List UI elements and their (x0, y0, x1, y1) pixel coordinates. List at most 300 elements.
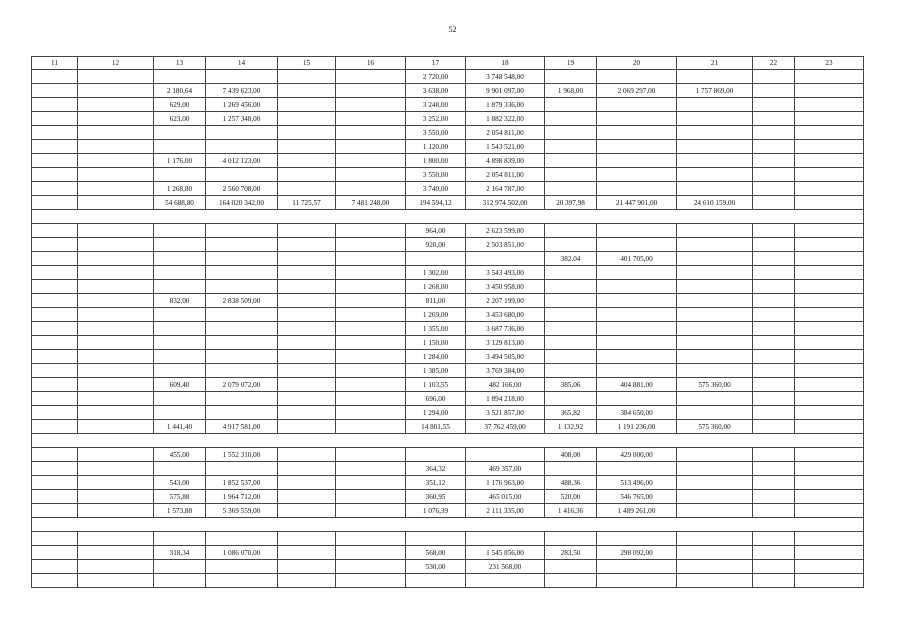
table-cell (32, 560, 78, 574)
table-cell (78, 350, 154, 364)
table-cell (206, 266, 278, 280)
table-cell (32, 154, 78, 168)
table-cell (78, 294, 154, 308)
table-cell (78, 462, 154, 476)
table-cell: 1 894 218,00 (466, 392, 545, 406)
table-cell (32, 308, 78, 322)
table-cell (278, 84, 336, 98)
table-cell: 1 269 456,00 (206, 98, 278, 112)
table-cell (278, 294, 336, 308)
table-cell (206, 140, 278, 154)
table-cell (795, 70, 864, 84)
table-cell (677, 140, 753, 154)
table-cell (795, 224, 864, 238)
table-cell (753, 392, 795, 406)
table-cell (206, 532, 278, 546)
table-cell: 1 355,00 (406, 322, 466, 336)
table-cell (795, 84, 864, 98)
table-cell (336, 84, 406, 98)
table-cell (154, 350, 206, 364)
table-cell (795, 112, 864, 126)
table-cell (597, 98, 677, 112)
table-row (32, 84, 864, 98)
table-cell (206, 336, 278, 350)
table-cell: 1 573,88 (154, 504, 206, 518)
table-cell (753, 350, 795, 364)
table-cell (597, 168, 677, 182)
table-cell: 2 079 072,00 (206, 378, 278, 392)
table-cell (795, 266, 864, 280)
table-cell (32, 140, 78, 154)
table-cell (753, 154, 795, 168)
table-cell (677, 98, 753, 112)
table-cell (78, 196, 154, 210)
table-cell: 20 397,98 (545, 196, 597, 210)
table-cell (278, 574, 336, 588)
table-cell (545, 98, 597, 112)
table-cell (78, 448, 154, 462)
table-cell: 318,34 (154, 546, 206, 560)
table-cell (677, 224, 753, 238)
table-cell (406, 252, 466, 266)
table-cell (753, 224, 795, 238)
table-cell (154, 168, 206, 182)
table-cell: 3 450 958,00 (466, 280, 545, 294)
table-cell (795, 294, 864, 308)
column-header: 15 (278, 57, 336, 70)
table-cell (32, 378, 78, 392)
table-cell: 1 302,00 (406, 266, 466, 280)
table-cell (545, 364, 597, 378)
table-cell: 1 545 856,00 (466, 546, 545, 560)
table-cell (78, 70, 154, 84)
table-cell (545, 560, 597, 574)
table-cell (336, 168, 406, 182)
table-cell: 1 489 261,00 (597, 504, 677, 518)
table-cell (336, 364, 406, 378)
table-cell (795, 182, 864, 196)
table-cell (795, 126, 864, 140)
table-cell (278, 252, 336, 266)
table-cell (597, 154, 677, 168)
table-cell (597, 294, 677, 308)
table-cell (753, 532, 795, 546)
table-cell (78, 280, 154, 294)
table-row (32, 574, 864, 588)
table-cell: 1 757 869,00 (677, 84, 753, 98)
table-cell (406, 448, 466, 462)
table-cell (154, 532, 206, 546)
table-cell (545, 154, 597, 168)
column-header: 16 (336, 57, 406, 70)
table-cell (336, 560, 406, 574)
table-cell (336, 126, 406, 140)
table-cell (154, 140, 206, 154)
table-cell (206, 406, 278, 420)
table-cell (795, 476, 864, 490)
table-cell: 1 294,00 (406, 406, 466, 420)
table-cell (336, 112, 406, 126)
table-cell (78, 574, 154, 588)
table-cell: 7 481 248,00 (336, 196, 406, 210)
table-cell (336, 532, 406, 546)
table-cell: 832,00 (154, 294, 206, 308)
table-cell (677, 70, 753, 84)
table-cell (795, 504, 864, 518)
table-cell: 1 284,00 (406, 350, 466, 364)
table-row (32, 364, 864, 378)
table-cell (753, 308, 795, 322)
table-cell: 1 416,36 (545, 504, 597, 518)
table-cell (206, 252, 278, 266)
table-cell (795, 168, 864, 182)
table-cell (597, 336, 677, 350)
table-cell: 3 252,00 (406, 112, 466, 126)
table-cell (795, 364, 864, 378)
table-row (32, 196, 864, 210)
table-cell (78, 112, 154, 126)
column-header: 11 (32, 57, 78, 70)
table-cell (278, 462, 336, 476)
table-cell: 2 054 811,00 (466, 168, 545, 182)
table-cell: 3 453 680,00 (466, 308, 545, 322)
table-cell (753, 112, 795, 126)
table-cell (206, 462, 278, 476)
table-cell: 3 494 505,00 (466, 350, 545, 364)
table-cell (32, 84, 78, 98)
table-cell: 3 543 493,00 (466, 266, 545, 280)
table-cell: 546 765,00 (597, 490, 677, 504)
table-cell: 1 552 310,00 (206, 448, 278, 462)
table-cell: 194 594,12 (406, 196, 466, 210)
table-cell (466, 532, 545, 546)
column-header: 17 (406, 57, 466, 70)
table-cell (597, 224, 677, 238)
table-cell (32, 224, 78, 238)
table-cell (32, 476, 78, 490)
table-cell (677, 462, 753, 476)
table-cell: 2 838 509,00 (206, 294, 278, 308)
table-cell: 3 740,00 (406, 182, 466, 196)
table-cell: 2 207 199,00 (466, 294, 545, 308)
table-cell (545, 280, 597, 294)
table-cell (32, 196, 78, 210)
table-cell: 408,00 (545, 448, 597, 462)
table-cell: 3 550,00 (406, 126, 466, 140)
data-table (31, 56, 864, 588)
table-cell (32, 70, 78, 84)
table-cell (154, 336, 206, 350)
table-cell (597, 126, 677, 140)
table-cell: 609,40 (154, 378, 206, 392)
table-cell (336, 280, 406, 294)
table-cell (795, 308, 864, 322)
table-row (32, 140, 864, 154)
table-cell (466, 574, 545, 588)
table-cell (278, 308, 336, 322)
table-cell (677, 350, 753, 364)
table-cell (206, 322, 278, 336)
table-cell (545, 294, 597, 308)
table-cell: 283,50 (545, 546, 597, 560)
table-cell: 3 769 384,00 (466, 364, 545, 378)
table-cell (336, 546, 406, 560)
table-cell (677, 476, 753, 490)
table-cell (336, 182, 406, 196)
table-cell (753, 504, 795, 518)
table-cell (32, 448, 78, 462)
table-cell: 623,00 (154, 112, 206, 126)
table-cell (677, 182, 753, 196)
table-cell (154, 406, 206, 420)
table-cell: 360,95 (406, 490, 466, 504)
table-cell: 1 852 537,00 (206, 476, 278, 490)
table-cell (677, 238, 753, 252)
table-cell (78, 238, 154, 252)
table-cell (336, 420, 406, 434)
table-cell (677, 280, 753, 294)
table-cell (795, 420, 864, 434)
table-cell (545, 308, 597, 322)
table-cell (206, 574, 278, 588)
table-cell (597, 266, 677, 280)
table-cell (597, 112, 677, 126)
table-cell (78, 168, 154, 182)
table-cell (597, 364, 677, 378)
table-cell: 9 901 097,00 (466, 84, 545, 98)
header-row (32, 57, 864, 70)
table-cell: 1 964 712,00 (206, 490, 278, 504)
table-cell (795, 322, 864, 336)
table-cell (336, 574, 406, 588)
table-cell (206, 560, 278, 574)
table-cell (78, 224, 154, 238)
table-cell (795, 406, 864, 420)
table-cell: 1 150,00 (406, 336, 466, 350)
table-cell (597, 574, 677, 588)
column-header: 14 (206, 57, 278, 70)
table-cell (206, 168, 278, 182)
table-cell (406, 574, 466, 588)
table-cell: 4 898 839,00 (466, 154, 545, 168)
table-cell (336, 70, 406, 84)
table-cell (78, 98, 154, 112)
table-cell: 14 801,55 (406, 420, 466, 434)
table-cell (753, 322, 795, 336)
table-cell: 1 800,00 (406, 154, 466, 168)
table-cell (78, 182, 154, 196)
table-cell: 543,00 (154, 476, 206, 490)
table-cell: 231 568,00 (466, 560, 545, 574)
table-cell (32, 252, 78, 266)
table-row (32, 406, 864, 420)
table-cell: 1 086 070,00 (206, 546, 278, 560)
table-row (32, 252, 864, 266)
table-cell (545, 224, 597, 238)
table-cell (336, 476, 406, 490)
table-row (32, 112, 864, 126)
table-row (32, 126, 864, 140)
table-header (32, 57, 864, 70)
table-cell (154, 574, 206, 588)
table-cell: 520,00 (545, 490, 597, 504)
table-cell (336, 350, 406, 364)
table-cell (278, 98, 336, 112)
table-cell (753, 238, 795, 252)
table-row (32, 434, 864, 448)
table-cell (154, 224, 206, 238)
table-cell (753, 196, 795, 210)
table-cell (545, 126, 597, 140)
table-cell: 2 180,64 (154, 84, 206, 98)
table-cell (466, 448, 545, 462)
table-cell (795, 252, 864, 266)
table-cell (795, 462, 864, 476)
table-cell: 1 132,92 (545, 420, 597, 434)
table-cell (677, 308, 753, 322)
table-cell (78, 476, 154, 490)
table-cell: 351,12 (406, 476, 466, 490)
table-cell: 2 720,00 (406, 70, 466, 84)
table-cell: 575,88 (154, 490, 206, 504)
table-cell (795, 490, 864, 504)
table-cell (32, 294, 78, 308)
table-cell (597, 308, 677, 322)
table-cell (278, 70, 336, 84)
table-cell (677, 168, 753, 182)
table-row (32, 546, 864, 560)
table-cell: 469 357,00 (466, 462, 545, 476)
table-row (32, 224, 864, 238)
table-cell (597, 238, 677, 252)
table-cell: 920,00 (406, 238, 466, 252)
table-cell (753, 98, 795, 112)
table-cell (753, 280, 795, 294)
table-cell (795, 392, 864, 406)
table-cell (32, 126, 78, 140)
table-cell (336, 224, 406, 238)
table-cell (795, 98, 864, 112)
table-row (32, 336, 864, 350)
table-cell (597, 350, 677, 364)
table-cell (677, 112, 753, 126)
table-cell: 1 882 322,00 (466, 112, 545, 126)
table-cell (206, 392, 278, 406)
table-cell (677, 252, 753, 266)
table-cell (78, 336, 154, 350)
table-cell (278, 168, 336, 182)
table-cell (78, 154, 154, 168)
table-cell (753, 462, 795, 476)
table-cell: 1 120,00 (406, 140, 466, 154)
table-cell (795, 154, 864, 168)
table-cell (32, 280, 78, 294)
table-cell (278, 560, 336, 574)
table-cell (278, 378, 336, 392)
table-row (32, 294, 864, 308)
table-cell (336, 252, 406, 266)
table-cell (32, 546, 78, 560)
table-cell: 568,00 (406, 546, 466, 560)
table-cell (795, 574, 864, 588)
table-cell (795, 560, 864, 574)
table-cell (753, 364, 795, 378)
table-cell (677, 126, 753, 140)
table-cell: 364,32 (406, 462, 466, 476)
table-cell (677, 336, 753, 350)
table-cell (677, 266, 753, 280)
table-row (32, 266, 864, 280)
table-cell (545, 462, 597, 476)
table-cell (278, 350, 336, 364)
table-cell (78, 266, 154, 280)
table-cell (753, 294, 795, 308)
table-cell (677, 574, 753, 588)
table-cell: 164 020 342,00 (206, 196, 278, 210)
table-cell (278, 476, 336, 490)
table-cell (545, 238, 597, 252)
table-cell (78, 126, 154, 140)
table-cell (795, 350, 864, 364)
table-cell (336, 266, 406, 280)
table-cell: 365,82 (545, 406, 597, 420)
table-cell: 3 687 736,00 (466, 322, 545, 336)
table-cell: 7 439 623,00 (206, 84, 278, 98)
table-cell (795, 140, 864, 154)
table-cell (545, 392, 597, 406)
table-cell (753, 266, 795, 280)
table-cell (154, 364, 206, 378)
table-cell (753, 406, 795, 420)
table-cell: 696,00 (406, 392, 466, 406)
table-cell (78, 364, 154, 378)
table-cell: 385,06 (545, 378, 597, 392)
table-cell: 530,00 (406, 560, 466, 574)
table-cell (278, 112, 336, 126)
table-cell (677, 546, 753, 560)
table-cell (677, 532, 753, 546)
table-cell (677, 392, 753, 406)
table-cell (753, 378, 795, 392)
table-cell: 964,00 (406, 224, 466, 238)
table-cell: 3 638,00 (406, 84, 466, 98)
table-cell (336, 294, 406, 308)
table-cell (32, 350, 78, 364)
table-cell (406, 532, 466, 546)
table-cell (336, 448, 406, 462)
table-cell (336, 154, 406, 168)
table-row (32, 168, 864, 182)
table-cell: 482 166,00 (466, 378, 545, 392)
table-cell (32, 462, 78, 476)
table-cell (795, 546, 864, 560)
table-cell: 4 917 581,00 (206, 420, 278, 434)
table-cell (753, 420, 795, 434)
table-cell (32, 490, 78, 504)
table-cell: 5 369 559,00 (206, 504, 278, 518)
table-cell (78, 420, 154, 434)
table-cell (795, 336, 864, 350)
table-cell: 488,36 (545, 476, 597, 490)
table-cell (753, 126, 795, 140)
table-cell (278, 532, 336, 546)
table-cell (336, 140, 406, 154)
table-cell (545, 140, 597, 154)
table-row (32, 98, 864, 112)
table-cell: 1 076,39 (406, 504, 466, 518)
table-cell (677, 154, 753, 168)
table-cell: 37 762 459,00 (466, 420, 545, 434)
